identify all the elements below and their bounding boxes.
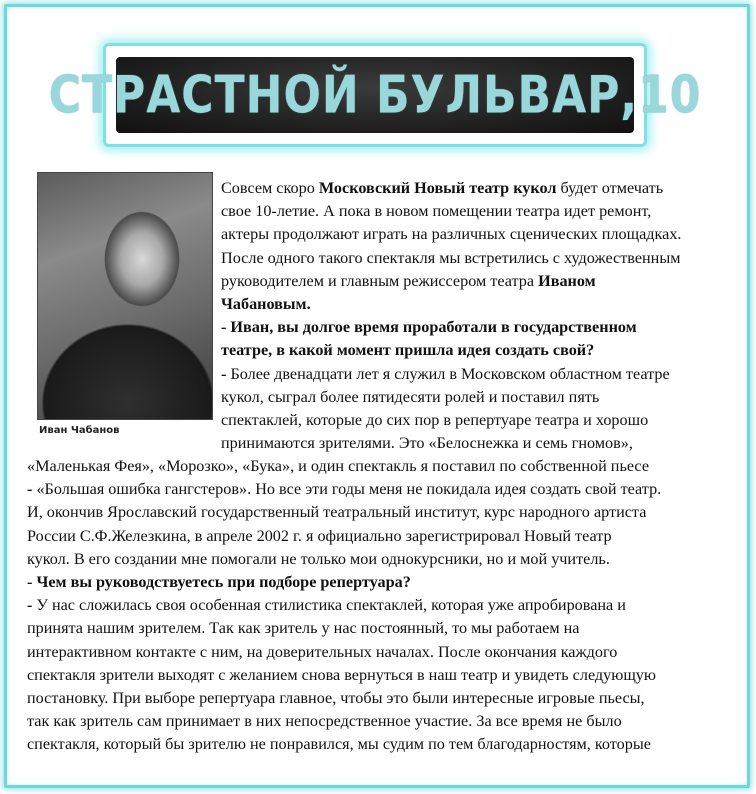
banner-title: СТРАСТНОЙ БУЛЬВАР,10 (48, 64, 702, 126)
article-line: актеры продолжают играть на различных сценических площадках. (221, 225, 682, 244)
answer-line: принимаются зрителями. Это «Белоснежка и семь гномов», (221, 434, 633, 453)
answer-line: - У нас сложилась своя особенная стилистика спектаклей, которая уже апробирована и (27, 596, 626, 615)
answer-line: кукол, сыграл более пятидесяти ролей и поставил пять (221, 387, 600, 406)
answer-line: кукол. В его создании мне помогали не только мои однокурсники, но и мой учитель. (27, 549, 610, 568)
article-line: Чабановым. (221, 295, 311, 314)
answer-line: спектаклей, которые до сих пор в репертуаре театра и хорошо (221, 411, 649, 430)
header-banner-frame (48, 43, 702, 147)
answer-line: - Более двенадцати лет я служил в Московском областном театре (221, 364, 670, 383)
article-line: свое 10-летие. А пока в новом помещении театра идет ремонт, (221, 202, 652, 221)
answer-line: так как зритель сам принимает в них непосредственное участие. За все время не было (27, 712, 622, 731)
portrait-photo (37, 172, 213, 420)
header-banner (48, 57, 702, 133)
answer-line: принята нашим зрителем. Так как зритель у нас постоянный, то мы работаем на (27, 619, 580, 638)
answer-line: спектакля, который бы зрителю не понравился, мы судим по тем благодарностям, которые (27, 735, 651, 754)
article-line: Совсем скоро Московский Новый театр кукол будет отмечать (221, 179, 664, 197)
answer-line: России С.Ф.Железкина, в апреле 2002 г. я официально зарегистрировал Новый театр (27, 526, 612, 545)
question-line: - Иван, вы долгое время проработали в государственном (221, 318, 637, 337)
photo-caption: Иван Чабанов (39, 425, 120, 436)
answer-line: «Маленькая Фея», «Морозко», «Бука», и один спектакль я поставил по собственной пьесе (27, 457, 650, 475)
article-text-bottom (27, 455, 750, 757)
article-line: руководителем и главным режиссером театра Иваном (221, 271, 596, 290)
question-line: театре, в какой момент пришла идея создать свой? (221, 341, 595, 360)
article-text-top (221, 177, 750, 455)
answer-line: постановку. При выборе репертуара главное, чтобы это были интересные игровые пьесы, (27, 689, 645, 708)
page-frame (4, 4, 750, 788)
question-line: - Чем вы руководствуетесь при подборе репертуара? (27, 573, 411, 592)
answer-line: интерактивном контакте с ним, на доверительных началах. После окончания каждого (27, 642, 618, 661)
article-line: После одного такого спектакля мы встретились с художественным (221, 248, 681, 267)
answer-line: спектакля зрители выходят с желанием снова вернуться в наш театр и увидеть следующую (27, 665, 656, 684)
answer-line: - «Большая ошибка гангстеров». Но все эти годы меня не покидала идея создать свой театр. (27, 480, 662, 499)
answer-line: И, окончив Ярославский государственный театральный институт, курс народного артиста (27, 503, 647, 522)
